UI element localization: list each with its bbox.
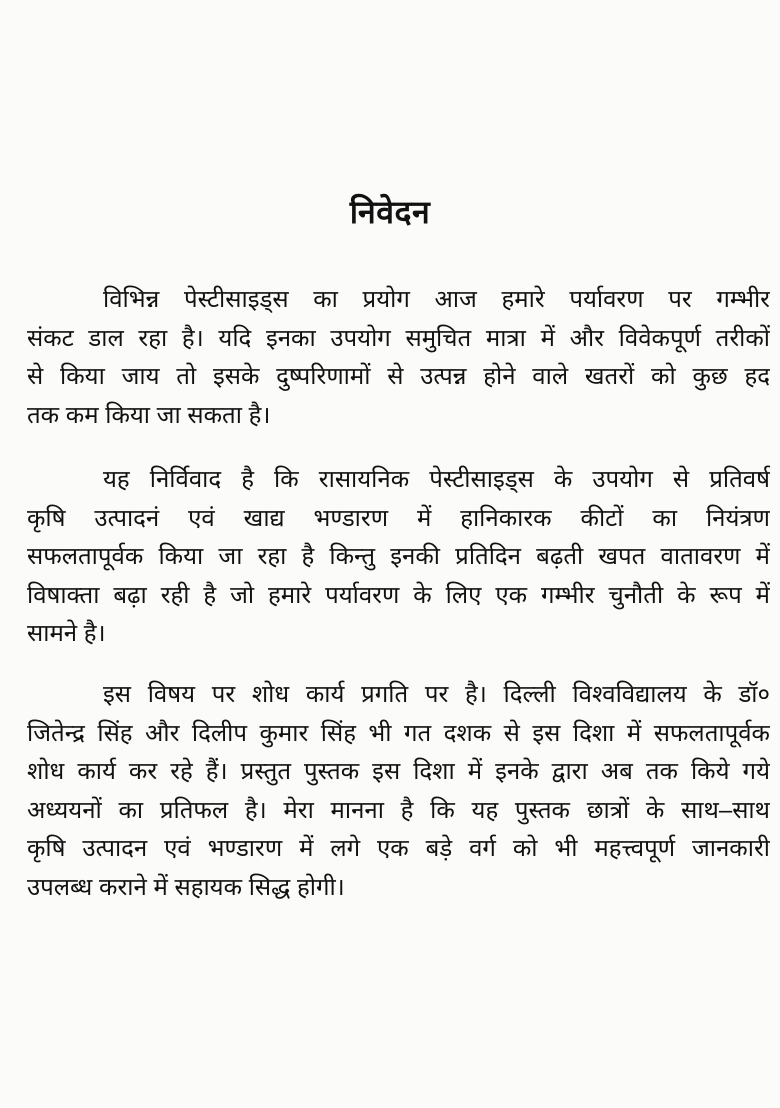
text-line: जितेन्द्र सिंह और दिलीप कुमार सिंह भी गत दशक से इस दिशा में सफलतापूर्वक	[27, 719, 770, 747]
text-line: विभिन्न पेस्टीसाइड्स का प्रयोग आज हमारे पर्यावरण पर गम्भीर	[103, 286, 770, 313]
text-line: उपलब्ध कराने में सहायक सिद्ध होगी।	[27, 873, 345, 901]
text-line: कृषि उत्पादनं एवं खाद्य भण्डारण में हानिकारक कीटों का नियंत्रण	[27, 504, 770, 532]
page-title: निवेदन	[349, 194, 431, 230]
text-line: इस विषय पर शोध कार्य प्रगति पर है। दिल्ली विश्वविद्यालय के डॉ०	[103, 681, 770, 708]
text-line: सामने है।	[27, 620, 106, 647]
text-line: कृषि उत्पादन एवं भण्डारण में लगे एक बड़े वर्ग को भी महत्त्वपूर्ण जानकारी	[27, 835, 770, 862]
paragraph-1	[27, 281, 770, 435]
text-line: विषाक्ता बढ़ा रही है जो हमारे पर्यावरण के लिए एक गम्भीर चुनौती के रूप में	[27, 581, 770, 609]
text-line: शोध कार्य कर रहे हैं। प्रस्तुत पुस्तक इस दिशा में इनके द्वारा अब तक किये गये	[27, 758, 770, 785]
text-line: संकट डाल रहा है। यदि इनका उपयोग समुचित मात्रा में और विवेकपूर्ण तरीकों	[27, 324, 770, 352]
paragraph-3	[27, 676, 770, 907]
text-line: तक कम किया जा सकता है।	[27, 401, 271, 429]
paragraph-2	[27, 461, 770, 654]
text-line: से किया जाय तो इसके दुष्परिणामों से उत्पन्न होने वाले खतरों को कुछ हद	[27, 363, 770, 390]
text-line: यह निर्विवाद है कि रासायनिक पेस्टीसाइड्स के उपयोग से प्रतिवर्ष	[103, 466, 770, 493]
text-line: अध्ययनों का प्रतिफल है। मेरा मानना है कि यह पुस्तक छात्रों के साथ–साथ	[27, 796, 770, 824]
text-line: सफलतापूर्वक किया जा रहा है किन्तु इनकी प्रतिदिन बढ़ती खपत वातावरण में	[27, 543, 770, 570]
